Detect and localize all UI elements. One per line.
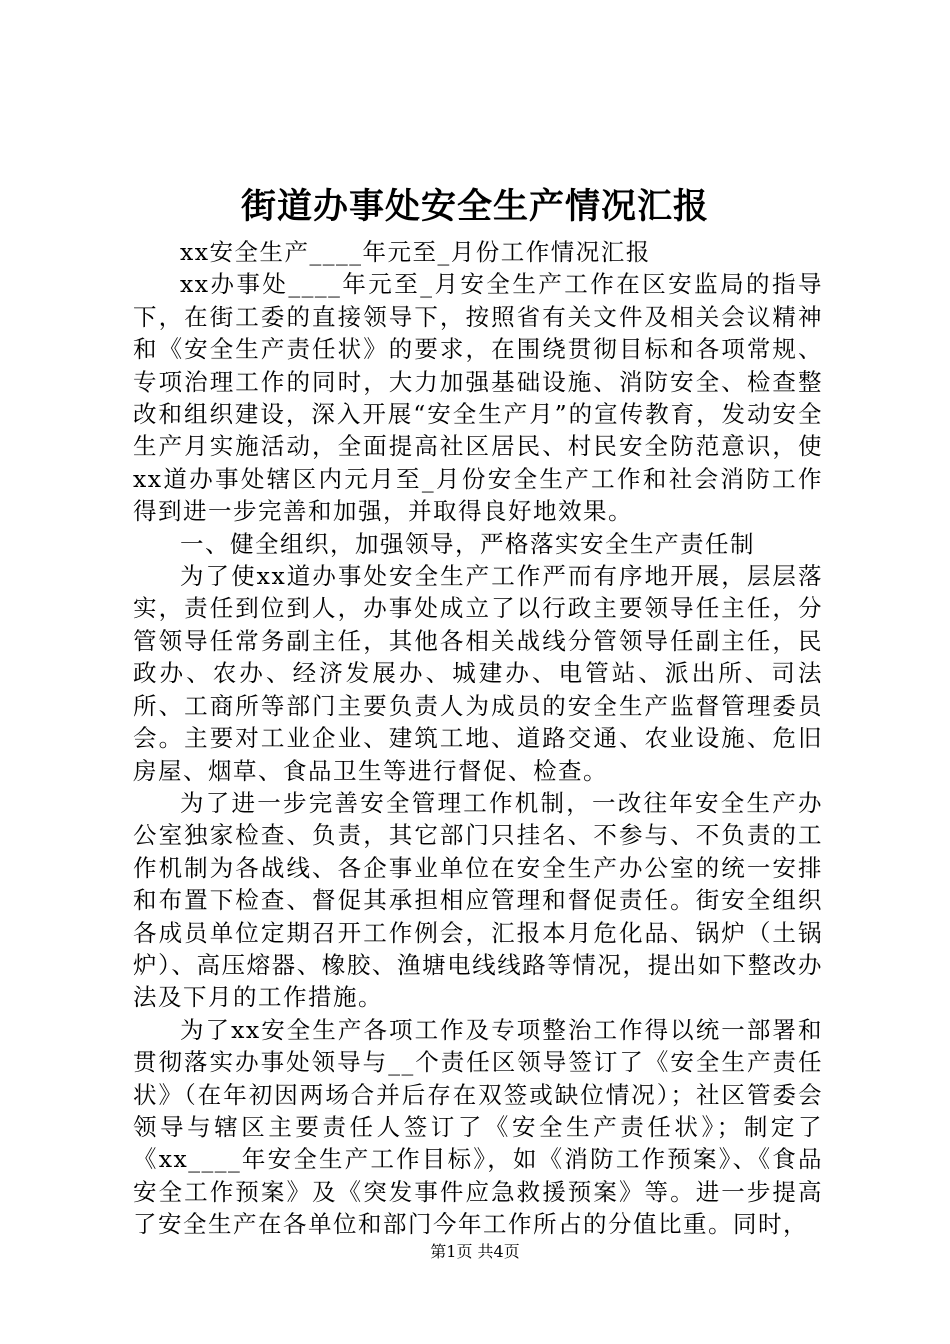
paragraph-organization: 为了使xx道办事处安全生产工作严而有序地开展，层层落实，责任到位到人，办事处成立了以行政主要领导任主任，分管领导任常务副主任，其他各相关战线分管领导任副主任，民政办、农办、经济发展办、城建办、电管站、派出所、司法所、工商所等部门主要负责人为成员的安全生产监督管理委员会。主要对工业企业、建筑工地、道路交通、农业设施、危旧房屋、烟草、食品卫生等进行督促、检查。 xyxy=(133,562,823,785)
paragraph-intro: xx办事处____年元至_月安全生产工作在区安监局的指导下，在街工委的直接领导下，按照省有关文件及相关会议精神和《安全生产责任状》的要求，在围绕贯彻目标和各项常规、专项治理工作的同时，大力加强基础设施、消防安全、检查整改和组织建设，深入开展“安全生产月”的宣传教育，发动安全生产月实施活动，全面提高社区居民、村民安全防范意识，使xx道办事处辖区内元月至_月份安全生产工作和社会消防工作得到进一步完善和加强，并取得良好地效果。 xyxy=(133,270,823,526)
document-body xyxy=(133,236,823,1241)
paragraph-subtitle: xx安全生产____年元至_月份工作情况汇报 xyxy=(180,238,651,266)
section-heading-1: 一、健全组织，加强领导，严格落实安全生产责任制 xyxy=(180,529,755,558)
paragraph-mechanism: 为了进一步完善安全管理工作机制，一改往年安全生产办公室独家检查、负责，其它部门只挂名、不参与、不负责的工作机制为各战线、各企事业单位在安全生产办公室的统一安排和布置下检查、督促其承担相应管理和督促责任。街安全组织各成员单位定期召开工作例会，汇报本月危化品、锅炉（土锅炉）、高压熔器、橡胶、渔塘电线线路等情况，提出如下整改办法及下月的工作措施。 xyxy=(133,788,823,1012)
paragraph-responsibility: 为了xx安全生产各项工作及专项整治工作得以统一部署和贯彻落实办事处领导与__个责任区领导签订了《安全生产责任状》（在年初因两场合并后存在双签或缺位情况）；社区管委会领导与辖区主要责任人签订了《安全生产责任状》；制定了《xx____年安全生产工作目标》，如《消防工作预案》、《食品安全工作预案》及《突发事件应急救援预案》等。进一步提高了安全生产在各单位和部门今年工作所占的分值比重。同时， xyxy=(133,1015,823,1239)
document-title: 街道办事处安全生产情况汇报 xyxy=(240,186,709,227)
page-footer: 第1页 共4页 xyxy=(430,1242,520,1261)
